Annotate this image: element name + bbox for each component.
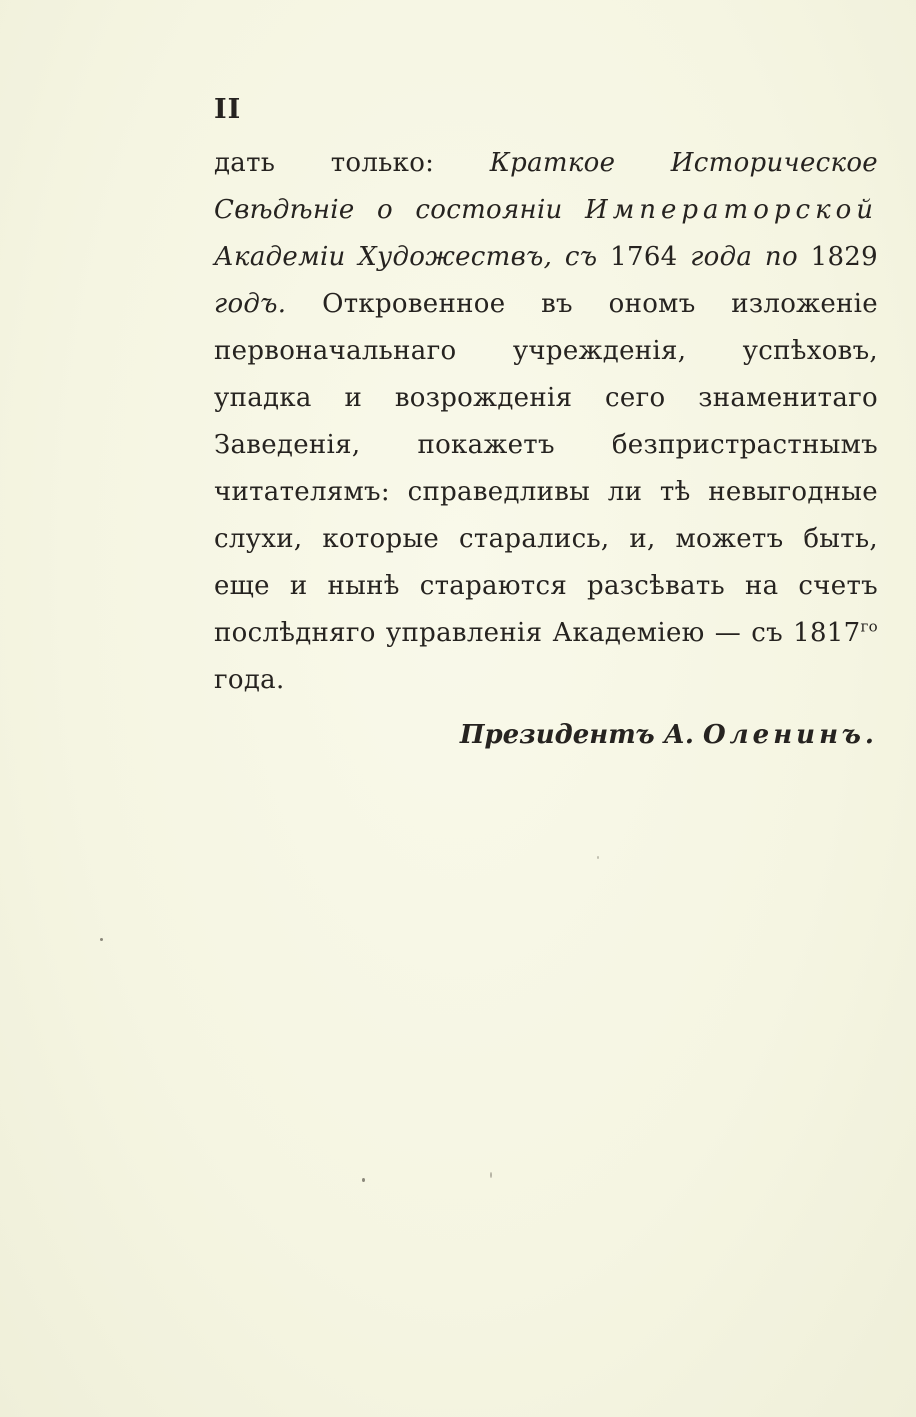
- page-number: II: [214, 94, 242, 125]
- ordinal-suffix: го: [860, 617, 878, 636]
- signature: [460, 720, 878, 750]
- paper-speck: [597, 856, 599, 859]
- text-segment: [563, 195, 585, 225]
- text-segment: Откровенное въ ономъ изложеніе первоначальнаго учрежденія, успѣховъ, упадка и возрожденія сего знаменитаго Заведенія, покажетъ безпристрастнымъ читателямъ: справедливы ли тѣ невыгодные слухи, которые старались, и, можетъ быть, еще и нынѣ стараются разсѣвать на счетъ послѣдняго управленія Академіею — съ 1817: [214, 289, 878, 648]
- paper-speck: [362, 1178, 365, 1182]
- text-segment: года.: [214, 665, 285, 695]
- signature-title: Президентъ А.: [459, 720, 694, 750]
- paper-speck: [490, 1172, 492, 1178]
- book-title-part: годъ.: [214, 289, 287, 319]
- year-start: 1764: [597, 242, 691, 272]
- book-title-part: Краткое Историческое Свѣдѣніе о состояніи: [214, 148, 878, 225]
- signature-name: Оленинъ.: [703, 720, 878, 750]
- body-paragraph: [214, 140, 878, 704]
- year-end: 1829: [797, 242, 878, 272]
- book-title-part: Императорской: [585, 195, 878, 225]
- book-title-part: Академіи Художествъ, съ: [214, 242, 598, 272]
- paper-speck: [100, 938, 103, 941]
- book-title-part: года по: [690, 242, 798, 272]
- text-segment: дать только:: [214, 148, 490, 178]
